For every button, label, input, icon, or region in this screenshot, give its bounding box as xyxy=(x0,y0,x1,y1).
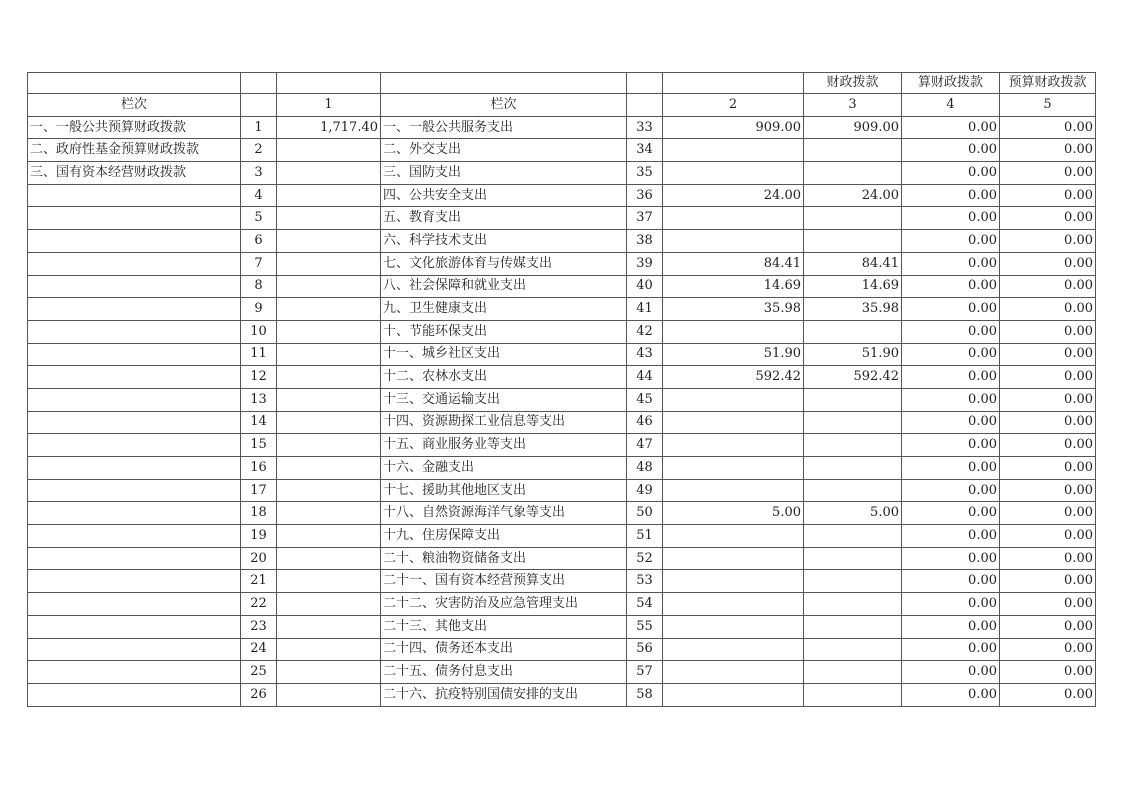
expense-line-no-cell: 39 xyxy=(627,252,663,275)
expense-line-no-cell: 54 xyxy=(627,593,663,616)
header-col-cell xyxy=(241,94,277,117)
expense-state-capital-cell: 0.00 xyxy=(1000,116,1096,139)
income-line-no-cell: 7 xyxy=(241,252,277,275)
expense-state-capital-cell: 0.00 xyxy=(1000,366,1096,389)
expense-item-cell: 十七、援助其他地区支出 xyxy=(381,479,627,502)
expense-total-cell xyxy=(663,615,804,638)
expense-state-capital-cell: 0.00 xyxy=(1000,207,1096,230)
expense-fund-budget-cell: 0.00 xyxy=(902,457,1000,480)
income-item-cell xyxy=(28,525,241,548)
income-amount-cell xyxy=(277,411,381,434)
expense-general-budget-cell xyxy=(804,457,902,480)
expense-fund-budget-cell: 0.00 xyxy=(902,434,1000,457)
header-col-cell: 4 xyxy=(902,94,1000,117)
header-top-cell: 财政拨款 xyxy=(804,73,902,94)
expense-line-no-cell: 45 xyxy=(627,388,663,411)
expense-general-budget-cell xyxy=(804,207,902,230)
expense-state-capital-cell: 0.00 xyxy=(1000,298,1096,321)
income-line-no-cell: 1 xyxy=(241,116,277,139)
expense-item-cell: 一、一般公共服务支出 xyxy=(381,116,627,139)
header-top-cell: 算财政拨款 xyxy=(902,73,1000,94)
income-line-no-cell: 26 xyxy=(241,683,277,706)
income-item-cell xyxy=(28,388,241,411)
expense-line-no-cell: 55 xyxy=(627,615,663,638)
table-row xyxy=(28,457,1096,480)
expense-total-cell xyxy=(663,411,804,434)
expense-state-capital-cell: 0.00 xyxy=(1000,593,1096,616)
income-line-no-cell: 19 xyxy=(241,525,277,548)
expense-state-capital-cell: 0.00 xyxy=(1000,479,1096,502)
expense-total-cell: 24.00 xyxy=(663,184,804,207)
expense-general-budget-cell xyxy=(804,661,902,684)
expense-total-cell xyxy=(663,230,804,253)
expense-item-cell: 十六、金融支出 xyxy=(381,457,627,480)
expense-fund-budget-cell: 0.00 xyxy=(902,207,1000,230)
table-row xyxy=(28,116,1096,139)
expense-general-budget-cell: 14.69 xyxy=(804,275,902,298)
income-line-no-cell: 18 xyxy=(241,502,277,525)
expense-total-cell xyxy=(663,388,804,411)
income-line-no-cell: 14 xyxy=(241,411,277,434)
expense-total-cell: 35.98 xyxy=(663,298,804,321)
expense-line-no-cell: 50 xyxy=(627,502,663,525)
table-row xyxy=(28,683,1096,706)
expense-item-cell: 二、外交支出 xyxy=(381,139,627,162)
expense-fund-budget-cell: 0.00 xyxy=(902,139,1000,162)
header-top-cell xyxy=(241,73,277,94)
header-top-cell xyxy=(627,73,663,94)
expense-item-cell: 二十、粮油物资储备支出 xyxy=(381,547,627,570)
expense-state-capital-cell: 0.00 xyxy=(1000,547,1096,570)
income-line-no-cell: 24 xyxy=(241,638,277,661)
expense-state-capital-cell: 0.00 xyxy=(1000,434,1096,457)
expense-total-cell: 51.90 xyxy=(663,343,804,366)
income-amount-cell xyxy=(277,593,381,616)
expense-line-no-cell: 38 xyxy=(627,230,663,253)
expense-line-no-cell: 51 xyxy=(627,525,663,548)
expense-line-no-cell: 44 xyxy=(627,366,663,389)
income-line-no-cell: 5 xyxy=(241,207,277,230)
table-row xyxy=(28,139,1096,162)
expense-total-cell xyxy=(663,570,804,593)
expense-total-cell xyxy=(663,207,804,230)
income-line-no-cell: 8 xyxy=(241,275,277,298)
expense-general-budget-cell xyxy=(804,593,902,616)
income-item-cell xyxy=(28,230,241,253)
expense-state-capital-cell: 0.00 xyxy=(1000,343,1096,366)
income-amount-cell xyxy=(277,683,381,706)
table-row xyxy=(28,570,1096,593)
expense-total-cell xyxy=(663,479,804,502)
expense-line-no-cell: 33 xyxy=(627,116,663,139)
expense-general-budget-cell: 592.42 xyxy=(804,366,902,389)
table-row xyxy=(28,388,1096,411)
income-line-no-cell: 2 xyxy=(241,139,277,162)
income-item-cell xyxy=(28,661,241,684)
income-line-no-cell: 25 xyxy=(241,661,277,684)
expense-general-budget-cell xyxy=(804,320,902,343)
table-row xyxy=(28,366,1096,389)
expense-item-cell: 十九、住房保障支出 xyxy=(381,525,627,548)
income-line-no-cell: 10 xyxy=(241,320,277,343)
income-amount-cell xyxy=(277,366,381,389)
table-row xyxy=(28,593,1096,616)
expense-line-no-cell: 42 xyxy=(627,320,663,343)
income-item-cell: 一、一般公共预算财政拨款 xyxy=(28,116,241,139)
table-row xyxy=(28,252,1096,275)
expense-line-no-cell: 40 xyxy=(627,275,663,298)
income-amount-cell xyxy=(277,252,381,275)
income-amount-cell xyxy=(277,479,381,502)
expense-item-cell: 十五、商业服务业等支出 xyxy=(381,434,627,457)
expense-state-capital-cell: 0.00 xyxy=(1000,570,1096,593)
income-line-no-cell: 17 xyxy=(241,479,277,502)
table-row xyxy=(28,184,1096,207)
income-item-cell xyxy=(28,457,241,480)
expense-item-cell: 十三、交通运输支出 xyxy=(381,388,627,411)
income-amount-cell xyxy=(277,320,381,343)
appropriation-table xyxy=(27,72,1096,707)
income-item-cell xyxy=(28,207,241,230)
expense-general-budget-cell xyxy=(804,139,902,162)
income-line-no-cell: 20 xyxy=(241,547,277,570)
expense-total-cell: 14.69 xyxy=(663,275,804,298)
table-row xyxy=(28,343,1096,366)
income-item-cell xyxy=(28,298,241,321)
expense-general-budget-cell: 909.00 xyxy=(804,116,902,139)
expense-item-cell: 九、卫生健康支出 xyxy=(381,298,627,321)
expense-fund-budget-cell: 0.00 xyxy=(902,116,1000,139)
header-col-row xyxy=(28,94,1096,117)
expense-item-cell: 十八、自然资源海洋气象等支出 xyxy=(381,502,627,525)
expense-item-cell: 十二、农林水支出 xyxy=(381,366,627,389)
expense-total-cell xyxy=(663,320,804,343)
header-top-cell xyxy=(663,73,804,94)
expense-total-cell: 592.42 xyxy=(663,366,804,389)
income-amount-cell xyxy=(277,570,381,593)
header-top-cell xyxy=(381,73,627,94)
expense-fund-budget-cell: 0.00 xyxy=(902,252,1000,275)
expense-fund-budget-cell: 0.00 xyxy=(902,615,1000,638)
expense-line-no-cell: 35 xyxy=(627,162,663,185)
income-item-cell xyxy=(28,570,241,593)
expense-line-no-cell: 43 xyxy=(627,343,663,366)
table-row xyxy=(28,638,1096,661)
expense-fund-budget-cell: 0.00 xyxy=(902,184,1000,207)
expense-general-budget-cell xyxy=(804,570,902,593)
expense-line-no-cell: 48 xyxy=(627,457,663,480)
income-item-cell: 二、政府性基金预算财政拨款 xyxy=(28,139,241,162)
income-amount-cell xyxy=(277,184,381,207)
expense-state-capital-cell: 0.00 xyxy=(1000,683,1096,706)
income-amount-cell xyxy=(277,661,381,684)
table-row xyxy=(28,411,1096,434)
expense-state-capital-cell: 0.00 xyxy=(1000,411,1096,434)
expense-fund-budget-cell: 0.00 xyxy=(902,320,1000,343)
table-row xyxy=(28,207,1096,230)
table-row xyxy=(28,298,1096,321)
expense-item-cell: 二十六、抗疫特别国债安排的支出 xyxy=(381,683,627,706)
income-item-cell: 三、国有资本经营财政拨款 xyxy=(28,162,241,185)
header-col-cell: 3 xyxy=(804,94,902,117)
expense-general-budget-cell xyxy=(804,388,902,411)
expense-general-budget-cell xyxy=(804,638,902,661)
table-row xyxy=(28,547,1096,570)
income-item-cell xyxy=(28,184,241,207)
income-line-no-cell: 23 xyxy=(241,615,277,638)
expense-general-budget-cell xyxy=(804,479,902,502)
income-item-cell xyxy=(28,547,241,570)
expense-item-cell: 五、教育支出 xyxy=(381,207,627,230)
expense-general-budget-cell: 51.90 xyxy=(804,343,902,366)
income-amount-cell xyxy=(277,547,381,570)
expense-general-budget-cell: 24.00 xyxy=(804,184,902,207)
expense-total-cell xyxy=(663,683,804,706)
income-line-no-cell: 4 xyxy=(241,184,277,207)
expense-total-cell xyxy=(663,162,804,185)
expense-general-budget-cell xyxy=(804,547,902,570)
expense-fund-budget-cell: 0.00 xyxy=(902,411,1000,434)
expense-state-capital-cell: 0.00 xyxy=(1000,615,1096,638)
expense-general-budget-cell xyxy=(804,230,902,253)
header-top-cell xyxy=(28,73,241,94)
income-line-no-cell: 3 xyxy=(241,162,277,185)
income-line-no-cell: 12 xyxy=(241,366,277,389)
header-col-cell: 2 xyxy=(663,94,804,117)
expense-total-cell xyxy=(663,638,804,661)
table-row xyxy=(28,661,1096,684)
income-line-no-cell: 9 xyxy=(241,298,277,321)
expense-state-capital-cell: 0.00 xyxy=(1000,184,1096,207)
expense-item-cell: 二十一、国有资本经营预算支出 xyxy=(381,570,627,593)
expense-total-cell xyxy=(663,457,804,480)
expense-line-no-cell: 37 xyxy=(627,207,663,230)
income-item-cell xyxy=(28,479,241,502)
expense-fund-budget-cell: 0.00 xyxy=(902,479,1000,502)
expense-item-cell: 二十三、其他支出 xyxy=(381,615,627,638)
expense-state-capital-cell: 0.00 xyxy=(1000,457,1096,480)
table-row xyxy=(28,615,1096,638)
table-row xyxy=(28,502,1096,525)
expense-state-capital-cell: 0.00 xyxy=(1000,502,1096,525)
table-row xyxy=(28,434,1096,457)
expense-item-cell: 二十四、债务还本支出 xyxy=(381,638,627,661)
expense-fund-budget-cell: 0.00 xyxy=(902,638,1000,661)
income-item-cell xyxy=(28,683,241,706)
expense-general-budget-cell xyxy=(804,162,902,185)
expense-line-no-cell: 58 xyxy=(627,683,663,706)
income-amount-cell xyxy=(277,139,381,162)
expense-state-capital-cell: 0.00 xyxy=(1000,275,1096,298)
expense-general-budget-cell xyxy=(804,615,902,638)
expense-total-cell xyxy=(663,139,804,162)
expense-line-no-cell: 41 xyxy=(627,298,663,321)
income-amount-cell xyxy=(277,275,381,298)
income-item-cell xyxy=(28,343,241,366)
expense-state-capital-cell: 0.00 xyxy=(1000,525,1096,548)
income-amount-cell: 1,717.40 xyxy=(277,116,381,139)
expense-line-no-cell: 57 xyxy=(627,661,663,684)
header-top-cell xyxy=(277,73,381,94)
header-col-cell: 栏次 xyxy=(28,94,241,117)
expense-item-cell: 八、社会保障和就业支出 xyxy=(381,275,627,298)
expense-state-capital-cell: 0.00 xyxy=(1000,139,1096,162)
expense-item-cell: 四、公共安全支出 xyxy=(381,184,627,207)
expense-total-cell xyxy=(663,434,804,457)
expense-fund-budget-cell: 0.00 xyxy=(902,162,1000,185)
expense-general-budget-cell: 5.00 xyxy=(804,502,902,525)
expense-fund-budget-cell: 0.00 xyxy=(902,275,1000,298)
expense-item-cell: 二十二、灾害防治及应急管理支出 xyxy=(381,593,627,616)
expense-state-capital-cell: 0.00 xyxy=(1000,388,1096,411)
header-col-cell xyxy=(627,94,663,117)
expense-line-no-cell: 49 xyxy=(627,479,663,502)
expense-fund-budget-cell: 0.00 xyxy=(902,230,1000,253)
expense-fund-budget-cell: 0.00 xyxy=(902,525,1000,548)
income-amount-cell xyxy=(277,525,381,548)
expense-item-cell: 三、国防支出 xyxy=(381,162,627,185)
income-line-no-cell: 13 xyxy=(241,388,277,411)
expense-fund-budget-cell: 0.00 xyxy=(902,547,1000,570)
expense-fund-budget-cell: 0.00 xyxy=(902,298,1000,321)
expense-total-cell xyxy=(663,547,804,570)
expense-general-budget-cell xyxy=(804,434,902,457)
income-line-no-cell: 11 xyxy=(241,343,277,366)
income-line-no-cell: 15 xyxy=(241,434,277,457)
table-row xyxy=(28,162,1096,185)
income-amount-cell xyxy=(277,638,381,661)
header-col-cell: 1 xyxy=(277,94,381,117)
income-amount-cell xyxy=(277,230,381,253)
expense-state-capital-cell: 0.00 xyxy=(1000,638,1096,661)
income-item-cell xyxy=(28,275,241,298)
income-item-cell xyxy=(28,434,241,457)
income-item-cell xyxy=(28,638,241,661)
expense-general-budget-cell xyxy=(804,683,902,706)
income-amount-cell xyxy=(277,162,381,185)
expense-total-cell xyxy=(663,661,804,684)
income-amount-cell xyxy=(277,615,381,638)
expense-line-no-cell: 52 xyxy=(627,547,663,570)
expense-fund-budget-cell: 0.00 xyxy=(902,683,1000,706)
expense-line-no-cell: 34 xyxy=(627,139,663,162)
expense-line-no-cell: 56 xyxy=(627,638,663,661)
income-amount-cell xyxy=(277,207,381,230)
income-amount-cell xyxy=(277,457,381,480)
expense-fund-budget-cell: 0.00 xyxy=(902,366,1000,389)
income-line-no-cell: 22 xyxy=(241,593,277,616)
expense-fund-budget-cell: 0.00 xyxy=(902,343,1000,366)
table-row xyxy=(28,479,1096,502)
expense-fund-budget-cell: 0.00 xyxy=(902,570,1000,593)
expense-line-no-cell: 53 xyxy=(627,570,663,593)
expense-line-no-cell: 36 xyxy=(627,184,663,207)
header-col-cell: 栏次 xyxy=(381,94,627,117)
expense-fund-budget-cell: 0.00 xyxy=(902,593,1000,616)
table-row xyxy=(28,275,1096,298)
expense-total-cell: 909.00 xyxy=(663,116,804,139)
income-item-cell xyxy=(28,411,241,434)
expense-line-no-cell: 46 xyxy=(627,411,663,434)
expense-item-cell: 七、文化旅游体育与传媒支出 xyxy=(381,252,627,275)
income-line-no-cell: 21 xyxy=(241,570,277,593)
income-line-no-cell: 6 xyxy=(241,230,277,253)
expense-line-no-cell: 47 xyxy=(627,434,663,457)
header-top-cell: 预算财政拨款 xyxy=(1000,73,1096,94)
expense-state-capital-cell: 0.00 xyxy=(1000,661,1096,684)
income-amount-cell xyxy=(277,434,381,457)
header-top-row xyxy=(28,73,1096,94)
expense-item-cell: 十四、资源勘探工业信息等支出 xyxy=(381,411,627,434)
expense-state-capital-cell: 0.00 xyxy=(1000,162,1096,185)
expense-fund-budget-cell: 0.00 xyxy=(902,388,1000,411)
expense-state-capital-cell: 0.00 xyxy=(1000,320,1096,343)
income-amount-cell xyxy=(277,343,381,366)
expense-general-budget-cell: 35.98 xyxy=(804,298,902,321)
expense-item-cell: 十、节能环保支出 xyxy=(381,320,627,343)
expense-general-budget-cell xyxy=(804,525,902,548)
expense-item-cell: 二十五、债务付息支出 xyxy=(381,661,627,684)
expense-general-budget-cell xyxy=(804,411,902,434)
expense-total-cell: 84.41 xyxy=(663,252,804,275)
income-item-cell xyxy=(28,366,241,389)
table-row xyxy=(28,525,1096,548)
expense-state-capital-cell: 0.00 xyxy=(1000,230,1096,253)
income-amount-cell xyxy=(277,502,381,525)
income-amount-cell xyxy=(277,298,381,321)
expense-total-cell xyxy=(663,525,804,548)
table-row xyxy=(28,320,1096,343)
income-amount-cell xyxy=(277,388,381,411)
income-item-cell xyxy=(28,502,241,525)
expense-total-cell: 5.00 xyxy=(663,502,804,525)
expense-general-budget-cell: 84.41 xyxy=(804,252,902,275)
income-item-cell xyxy=(28,593,241,616)
table-row xyxy=(28,230,1096,253)
expense-total-cell xyxy=(663,593,804,616)
expense-state-capital-cell: 0.00 xyxy=(1000,252,1096,275)
income-item-cell xyxy=(28,252,241,275)
expense-item-cell: 十一、城乡社区支出 xyxy=(381,343,627,366)
expense-item-cell: 六、科学技术支出 xyxy=(381,230,627,253)
header-col-cell: 5 xyxy=(1000,94,1096,117)
income-line-no-cell: 16 xyxy=(241,457,277,480)
expense-fund-budget-cell: 0.00 xyxy=(902,502,1000,525)
income-item-cell xyxy=(28,320,241,343)
expense-fund-budget-cell: 0.00 xyxy=(902,661,1000,684)
income-item-cell xyxy=(28,615,241,638)
